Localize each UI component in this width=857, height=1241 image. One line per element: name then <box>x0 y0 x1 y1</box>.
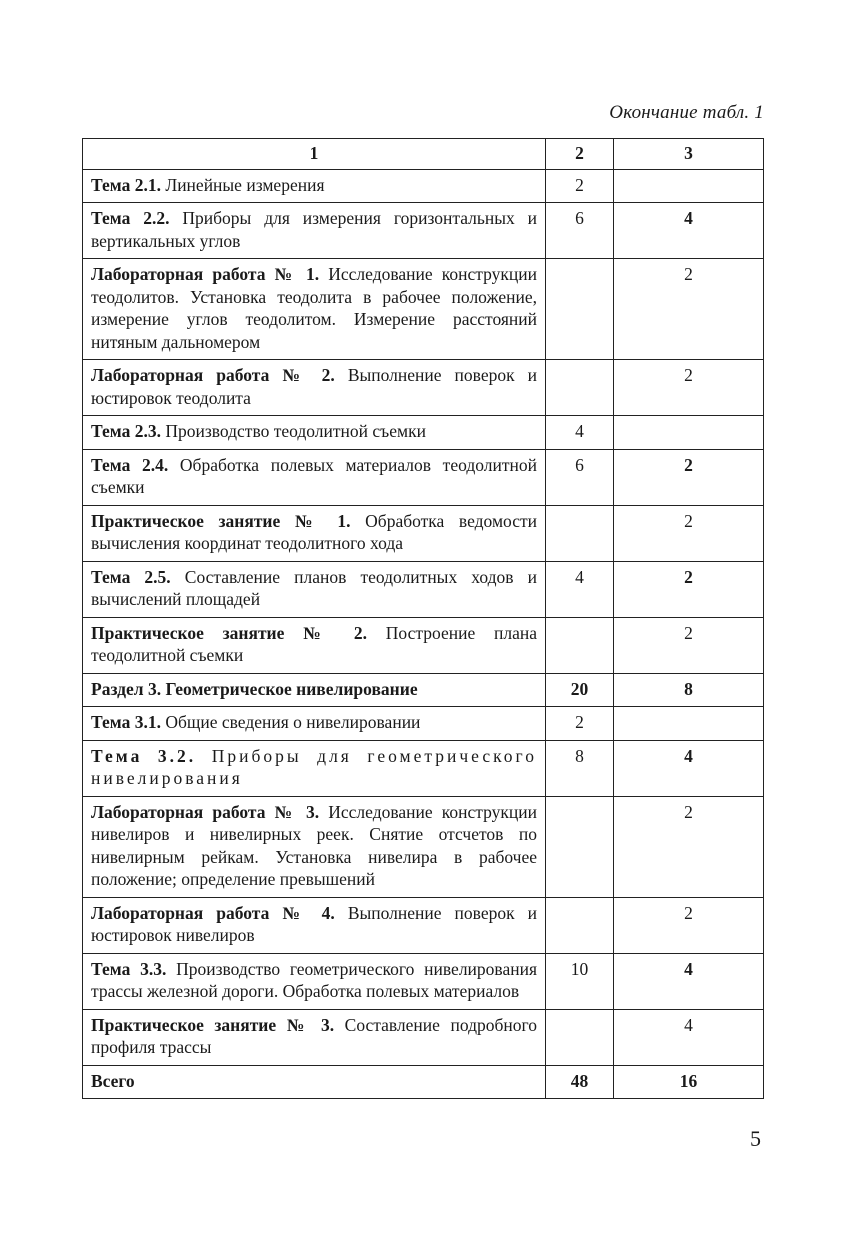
table-row <box>83 505 764 561</box>
hours-cell: 8 <box>546 740 614 796</box>
topic-lead: Практическое занятие № 3. <box>91 1014 335 1035</box>
hours-cell <box>546 796 614 897</box>
topic-lead: Тема 2.3. <box>91 421 161 441</box>
hours-cell: 6 <box>546 449 614 505</box>
section-title: Раздел 3. Геометрическое нивелирование <box>91 678 418 699</box>
topic-cell <box>83 169 546 203</box>
topic-cell <box>83 360 546 416</box>
topic-lead: Тема 2.4. <box>91 454 169 475</box>
practice-hours-cell: 2 <box>614 897 764 953</box>
table-row <box>83 169 764 203</box>
topic-lead: Практическое занятие № 1. <box>91 510 351 531</box>
hours-cell <box>546 505 614 561</box>
hours-cell <box>546 1009 614 1065</box>
topic-lead: Тема 2.2. <box>91 208 170 228</box>
topic-text: Исследование конструкции нивелиров и нивелирных реек. Снятие отсчетов по нивелирным рейкам. Установка нивелира в рабочее положение; определение превышений <box>91 801 537 889</box>
practice-hours-cell: 2 <box>614 449 764 505</box>
topic-lead: Тема 3.1. <box>91 712 161 732</box>
table-row <box>83 259 764 360</box>
topic-lead: Лабораторная работа № 3. <box>91 801 320 822</box>
practice-hours-cell: 2 <box>614 617 764 673</box>
hours-cell <box>546 259 614 360</box>
topic-text: Выполнение поверок и юстировок теодолита <box>91 365 537 408</box>
column-header-3: 3 <box>614 139 764 170</box>
total-practice-hours-cell: 16 <box>614 1065 764 1099</box>
topic-cell <box>83 449 546 505</box>
topic-lead: Тема 3.2. <box>91 745 197 766</box>
hours-cell: 6 <box>546 203 614 259</box>
hours-cell: 4 <box>546 416 614 450</box>
topic-text: Общие сведения о нивелировании <box>160 712 421 732</box>
topic-cell <box>83 617 546 673</box>
practice-hours-cell: 8 <box>614 673 764 707</box>
practice-hours-cell: 2 <box>614 561 764 617</box>
total-hours-cell: 48 <box>546 1065 614 1099</box>
hours-cell <box>546 360 614 416</box>
total-label-cell <box>83 1065 546 1099</box>
column-header-1: 1 <box>83 139 546 170</box>
table-row <box>83 953 764 1009</box>
practice-hours-cell: 2 <box>614 796 764 897</box>
table-row <box>83 897 764 953</box>
table-caption: Окончание табл. 1 <box>609 102 764 123</box>
topic-lead: Тема 2.5. <box>91 566 171 587</box>
topic-cell <box>83 259 546 360</box>
topic-text: Составление подробного профиля трассы <box>91 1014 537 1057</box>
hours-cell: 10 <box>546 953 614 1009</box>
practice-hours-cell: 4 <box>614 953 764 1009</box>
topic-cell <box>83 740 546 796</box>
table-row <box>83 449 764 505</box>
topic-lead: Лабораторная работа № 1. <box>91 264 320 284</box>
section-row <box>83 673 764 707</box>
hours-cell <box>546 617 614 673</box>
table-row <box>83 617 764 673</box>
topic-cell <box>83 897 546 953</box>
hours-cell: 4 <box>546 561 614 617</box>
topic-cell <box>83 796 546 897</box>
topic-text: Обработка полевых материалов теодолитной съемки <box>91 454 537 497</box>
practice-hours-cell: 4 <box>614 740 764 796</box>
table-row <box>83 561 764 617</box>
topic-lead: Практическое занятие № 2. <box>91 622 368 643</box>
topic-text: Приборы для геометрического нивелирования <box>91 745 537 788</box>
topic-text: Составление планов теодолитных ходов и вычислений площадей <box>91 566 537 609</box>
page-number: 5 <box>750 1126 761 1151</box>
table-row <box>83 360 764 416</box>
practice-hours-cell <box>614 707 764 741</box>
topic-text: Производство геометрического нивелирования трассы железной дороги. Обработка полевых материалов <box>91 958 537 1001</box>
topic-text: Производство теодолитной съемки <box>160 421 426 441</box>
topic-text: Приборы для измерения горизонтальных и вертикальных углов <box>91 208 538 251</box>
topic-text: Построение плана теодолитной съемки <box>91 622 537 665</box>
topic-cell <box>83 953 546 1009</box>
topic-cell <box>83 1009 546 1065</box>
topic-cell <box>83 505 546 561</box>
topic-text: Выполнение поверок и юстировок нивелиров <box>91 902 537 945</box>
topic-cell <box>83 416 546 450</box>
hours-table <box>82 138 764 1099</box>
topic-text: Обработка ведомости вычисления координат теодолитного хода <box>91 510 537 553</box>
topic-lead: Тема 3.3. <box>91 958 167 979</box>
topic-lead: Лабораторная работа № 2. <box>91 365 335 385</box>
topic-lead: Лабораторная работа № 4. <box>91 902 335 923</box>
hours-cell: 2 <box>546 169 614 203</box>
practice-hours-cell: 4 <box>614 203 764 259</box>
total-row <box>83 1065 764 1099</box>
hours-cell: 2 <box>546 707 614 741</box>
topic-text: Линейные измерения <box>160 174 325 195</box>
topic-cell <box>83 561 546 617</box>
total-label: Всего <box>91 1070 135 1091</box>
table-row <box>83 416 764 450</box>
table-row <box>83 796 764 897</box>
practice-hours-cell <box>614 169 764 203</box>
hours-cell: 20 <box>546 673 614 707</box>
column-header-2: 2 <box>546 139 614 170</box>
topic-text: Исследование конструкции теодолитов. Установка теодолита в рабочее положение, измерение углов теодолитом. Измерение расстояний нитяным дальномером <box>91 264 537 352</box>
section-title-cell <box>83 673 546 707</box>
practice-hours-cell: 2 <box>614 360 764 416</box>
hours-cell <box>546 897 614 953</box>
practice-hours-cell <box>614 416 764 450</box>
table-row <box>83 203 764 259</box>
topic-lead: Тема 2.1. <box>91 174 161 195</box>
practice-hours-cell: 2 <box>614 259 764 360</box>
table-row <box>83 707 764 741</box>
topic-cell <box>83 707 546 741</box>
practice-hours-cell: 2 <box>614 505 764 561</box>
table-row <box>83 1009 764 1065</box>
table-row <box>83 740 764 796</box>
table-header-row <box>83 139 764 170</box>
topic-cell <box>83 203 546 259</box>
practice-hours-cell: 4 <box>614 1009 764 1065</box>
